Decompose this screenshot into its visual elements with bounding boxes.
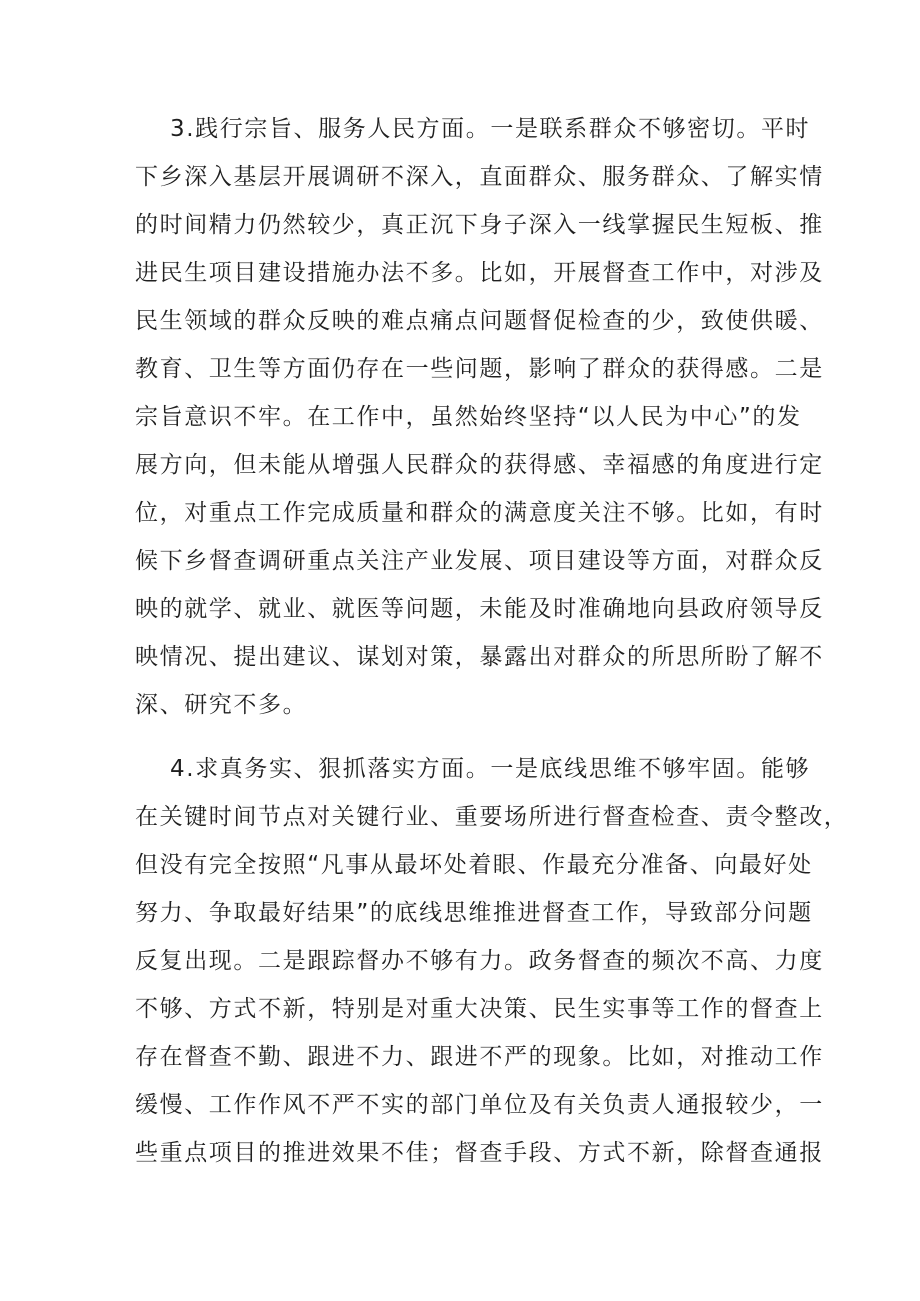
section-4-line-5: 反复出现。二是跟踪督办不够有力。政务督查的频次不高、力度 xyxy=(135,948,824,974)
section-3-line-2: 下乡深入基层开展调研不深入，直面群众、服务群众、了解实情 xyxy=(135,164,824,190)
section-4-line-7: 存在督查不勤、跟进不力、跟进不严的现象。比如，对推动工作 xyxy=(135,1044,824,1070)
section-3-line-9: 位，对重点工作完成质量和群众的满意度关注不够。比如，有时 xyxy=(135,500,824,526)
section-4-line-1: 4.求真务实、狠抓落实方面。一是底线思维不够牢固。能够 xyxy=(170,756,811,782)
section-3-line-7: 宗旨意识不牢。在工作中，虽然始终坚持“以人民为中心”的发 xyxy=(135,404,802,430)
section-4-line-3: 但没有完全按照“凡事从最坏处着眼、作最充分准备、向最好处 xyxy=(135,852,813,878)
section-3-line-3: 的时间精力仍然较少，真正沉下身子深入一线掌握民生短板、推 xyxy=(135,212,824,238)
section-3-line-1: 3.践行宗旨、服务人民方面。一是联系群众不够密切。平时 xyxy=(170,116,811,142)
section-4-line-2: 在关键时间节点对关键行业、重要场所进行督查检查、责令整改， xyxy=(135,804,849,830)
section-3-line-11: 映的就学、就业、就医等问题，未能及时准确地向县政府领导反 xyxy=(135,596,824,622)
section-4-line-8: 缓慢、工作作风不严不实的部门单位及有关负责人通报较少，一 xyxy=(135,1092,824,1118)
section-3-line-5: 民生领域的群众反映的难点痛点问题督促检查的少，致使供暖、 xyxy=(135,308,824,334)
section-3-line-12: 映情况、提出建议、谋划对策，暴露出对群众的所思所盼了解不 xyxy=(135,644,824,670)
section-4-line-6: 不够、方式不新，特别是对重大决策、民生实事等工作的督查上 xyxy=(135,996,824,1022)
section-3-line-8: 展方向，但未能从增强人民群众的获得感、幸福感的角度进行定 xyxy=(135,452,824,478)
section-3-line-10: 候下乡督查调研重点关注产业发展、项目建设等方面，对群众反 xyxy=(135,548,824,574)
section-3-line-6: 教育、卫生等方面仍存在一些问题，影响了群众的获得感。二是 xyxy=(135,356,824,382)
section-3-line-4: 进民生项目建设措施办法不多。比如，开展督查工作中，对涉及 xyxy=(135,260,824,286)
section-4-line-4: 努力、争取最好结果”的底线思维推进督查工作，导致部分问题 xyxy=(135,900,813,926)
section-3-line-13: 深、研究不多。 xyxy=(135,692,308,718)
section-4-line-9: 些重点项目的推进效果不佳；督查手段、方式不新，除督查通报 xyxy=(135,1140,824,1166)
